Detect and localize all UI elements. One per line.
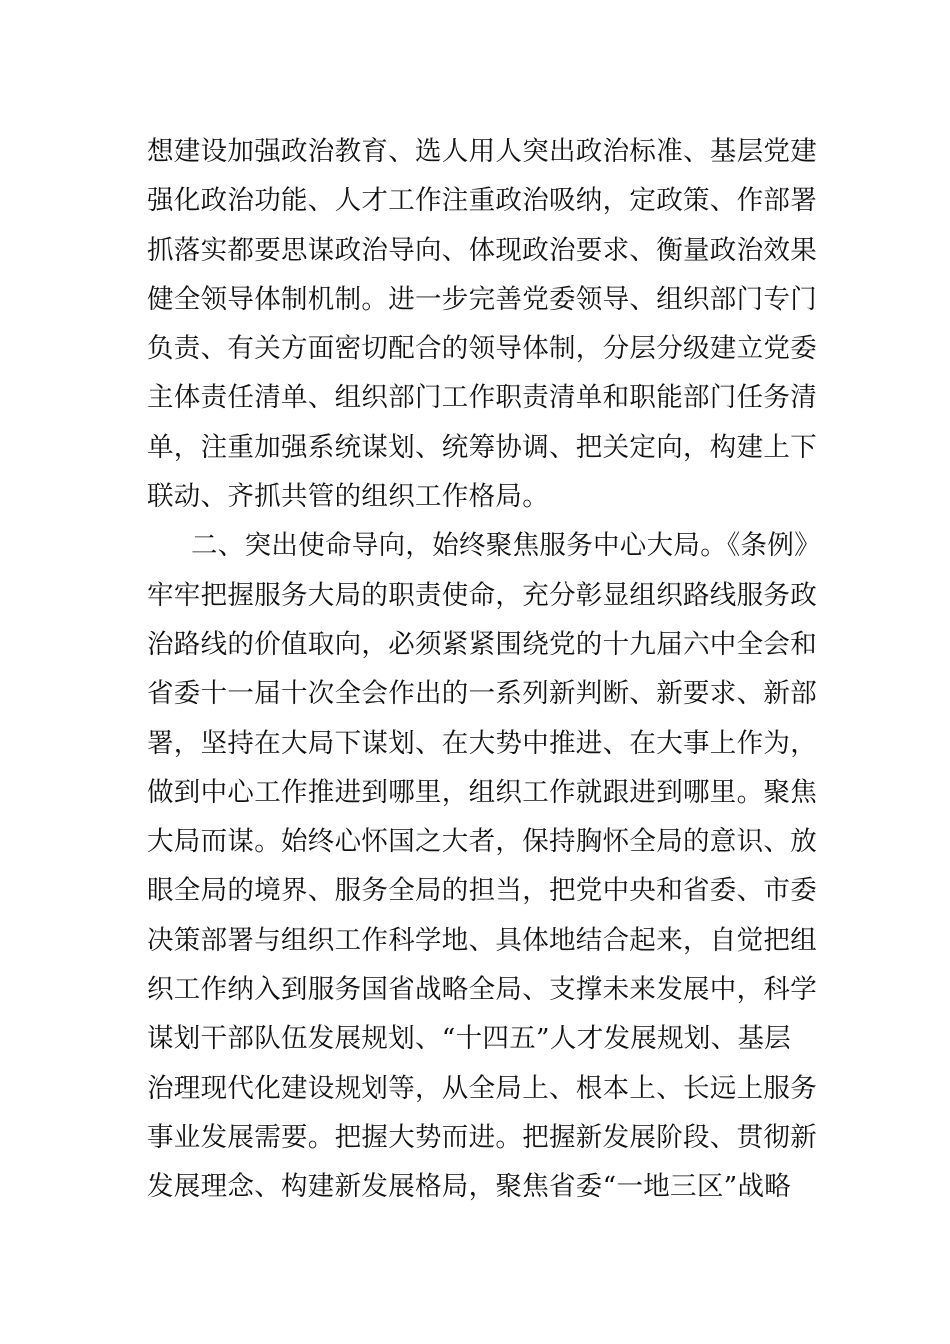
text-line: 单，注重加强系统谋划、统筹协调、把关定向，构建上下 (147, 431, 817, 463)
body-text (147, 127, 821, 1212)
text-line: 事业发展需要。把握大势而进。把握新发展阶段、贯彻新 (147, 1121, 817, 1153)
text-line: 眼全局的境界、服务全局的担当，把党中央和省委、市委 (147, 875, 817, 907)
text-line: 大局而谋。始终心怀国之大者，保持胸怀全局的意识、放 (147, 826, 817, 858)
text-line: 织工作纳入到服务国省战略全局、支撑未来发展中，科学 (147, 974, 817, 1006)
text-line: 主体责任清单、组织部门工作职责清单和职能部门任务清 (147, 382, 817, 414)
text-line: 抓落实都要思谋政治导向、体现政治要求、衡量政治效果 (147, 234, 817, 266)
text-line: 治理现代化建设规划等，从全局上、根本上、长远上服务 (147, 1072, 817, 1104)
text-line: 想建设加强政治教育、选人用人突出政治标准、基层党建 (147, 136, 817, 167)
text-line: 发展理念、构建新发展格局，聚焦省委“一地三区”战略 (147, 1171, 792, 1203)
text-line: 做到中心工作推进到哪里，组织工作就跟进到哪里。聚焦 (147, 776, 817, 808)
text-line: 健全领导体制机制。进一步完善党委领导、组织部门专门 (147, 283, 817, 315)
text-line: 强化政治功能、人才工作注重政治吸纳，定政策、作部署 (147, 185, 817, 217)
text-line: 署，坚持在大局下谋划、在大势中推进、在大事上作为， (147, 727, 817, 759)
text-line: 省委十一届十次全会作出的一系列新判断、新要求、新部 (147, 678, 817, 710)
text-line: 决策部署与组织工作科学地、具体地结合起来，自觉把组 (147, 924, 817, 956)
text-line: 谋划干部队伍发展规划、“十四五”人才发展规划、基层 (147, 1023, 792, 1055)
text-line: 牢牢把握服务大局的职责使命，充分彰显组织路线服务政 (147, 579, 817, 611)
text-line: 联动、齐抓共管的组织工作格局。 (147, 481, 549, 513)
text-line: 负责、有关方面密切配合的领导体制，分层分级建立党委 (147, 333, 817, 365)
section-heading-line: 二、突出使命导向，始终聚焦服务中心大局。《条例》 (191, 530, 821, 562)
text-line: 治路线的价值取向，必须紧紧围绕党的十九届六中全会和 (147, 628, 817, 660)
